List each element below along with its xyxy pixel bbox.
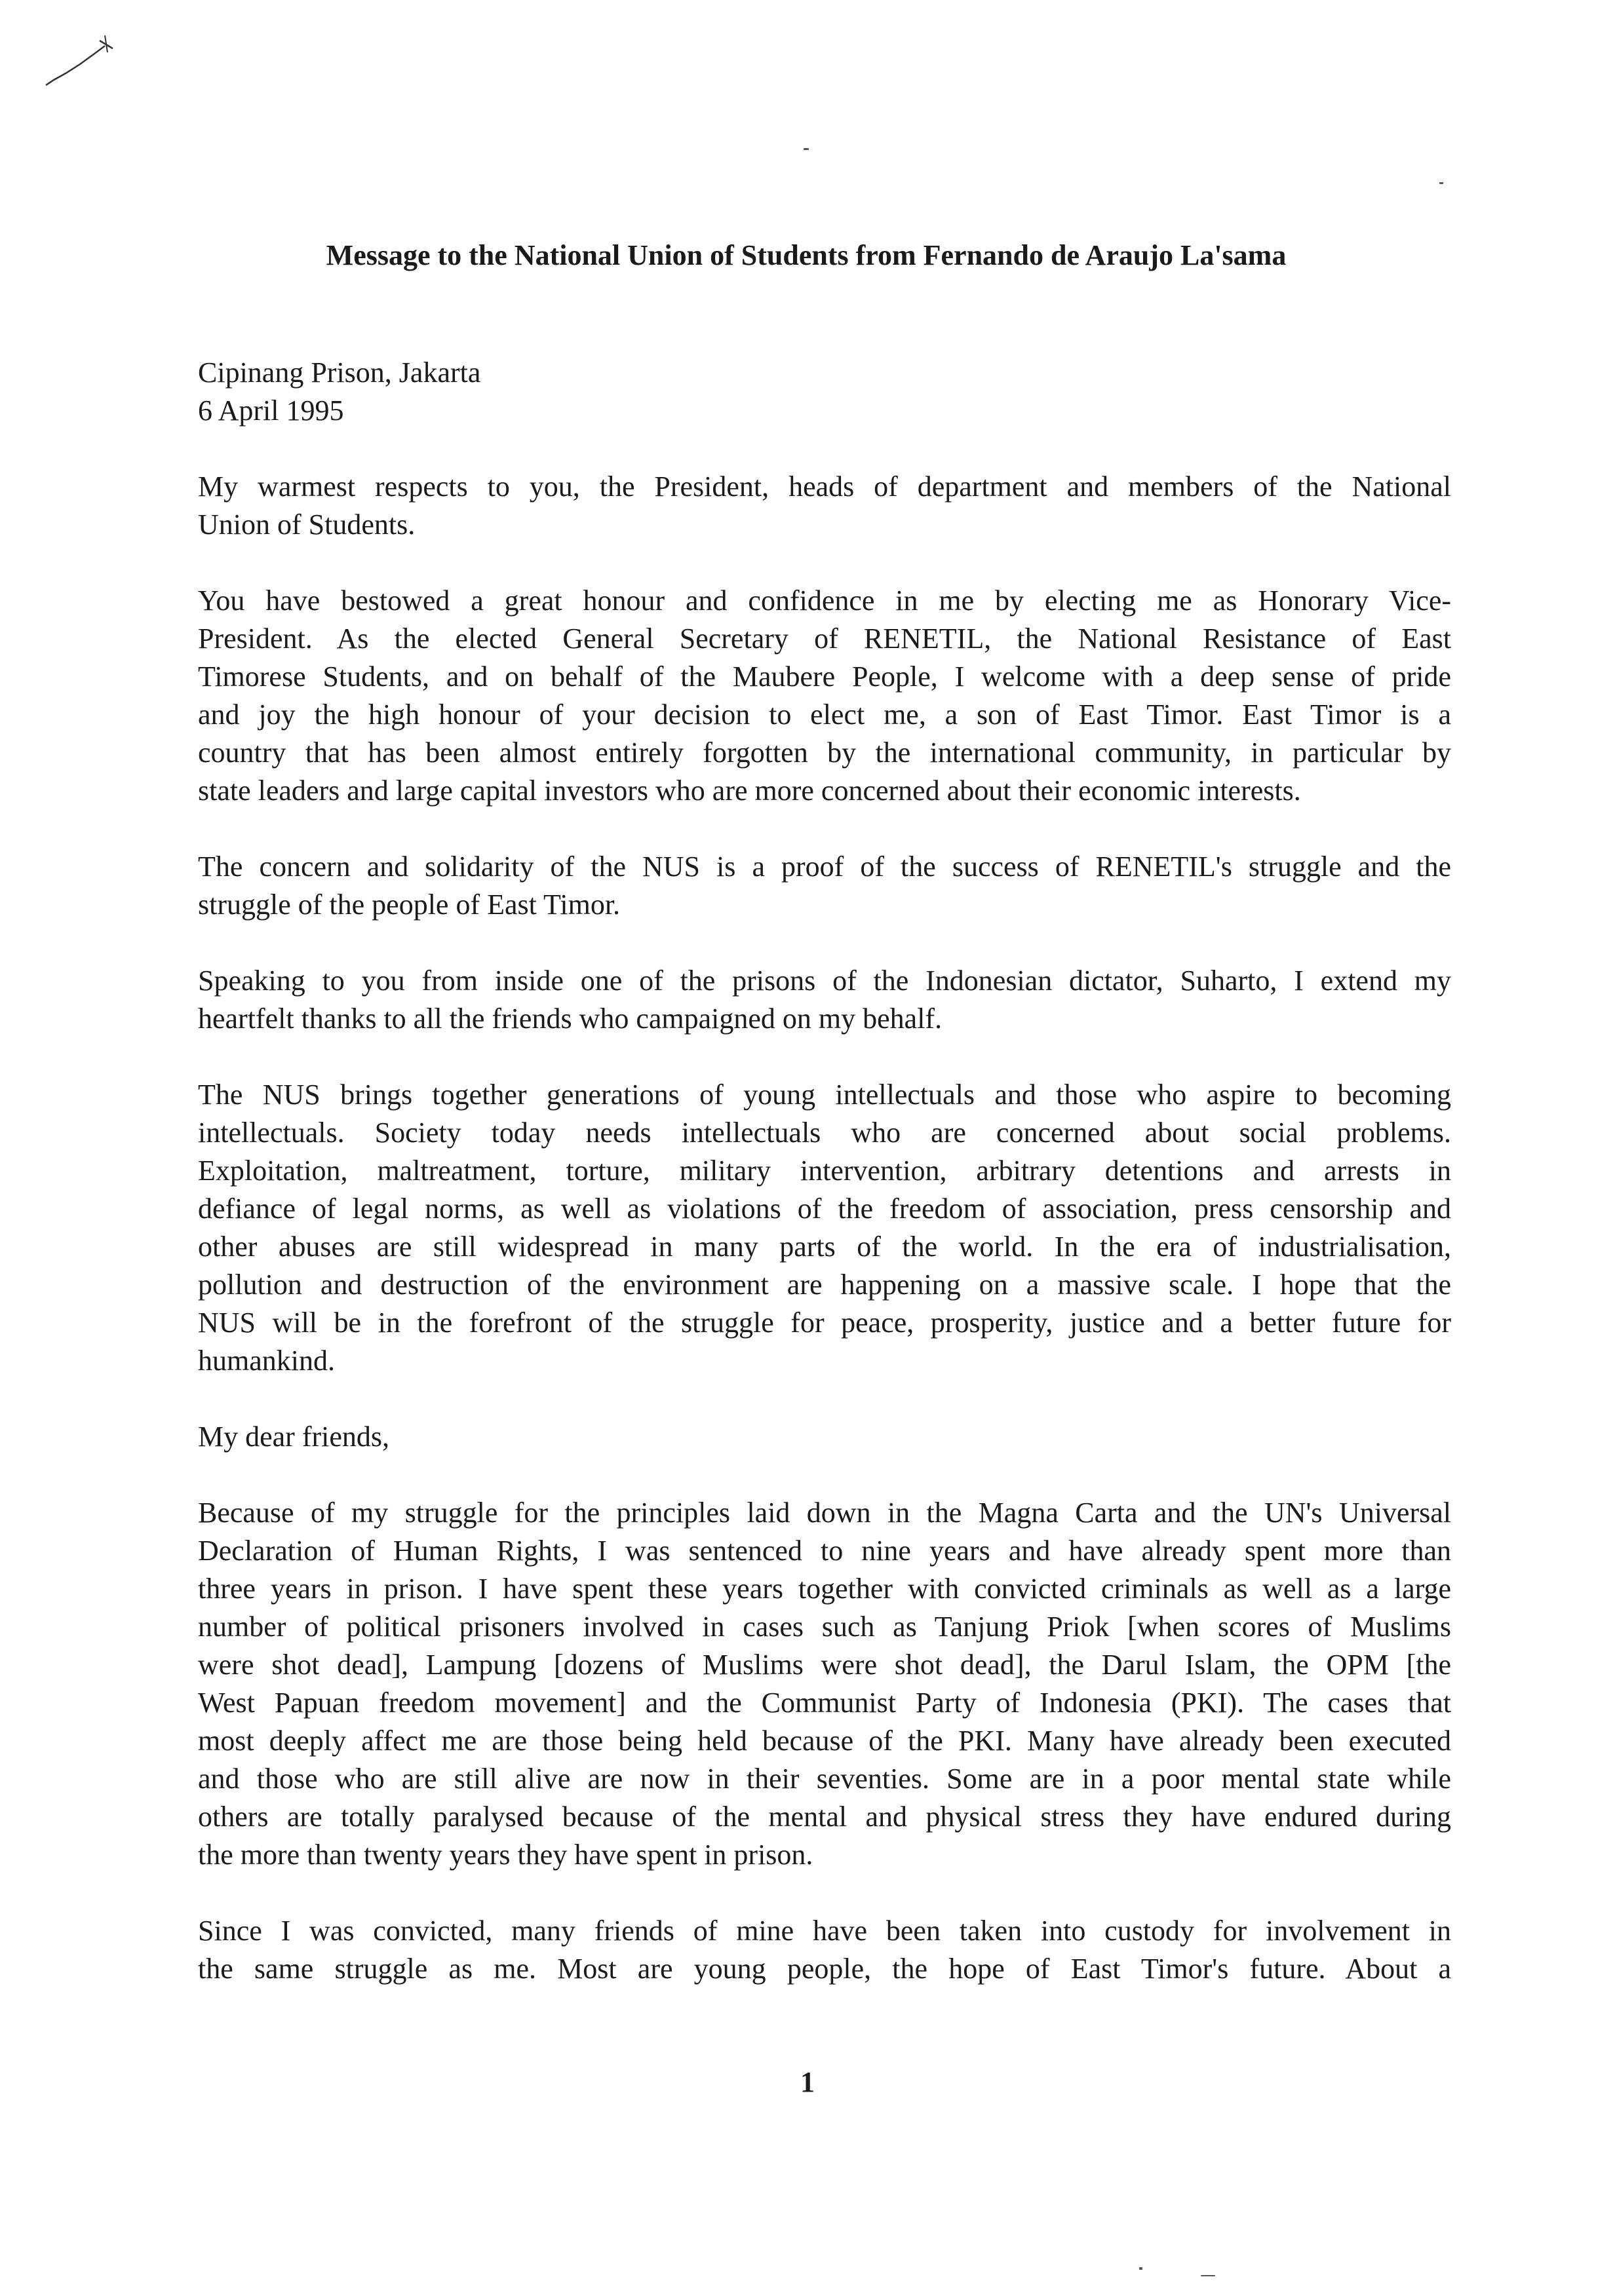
scan-speck bbox=[1439, 182, 1443, 184]
text-line: pollution and destruction of the environment are happening on a massive scale. I hope that the bbox=[198, 1269, 1451, 1301]
paragraph-honour bbox=[198, 582, 1451, 810]
text-line: Speaking to you from inside one of the prisons of the Indonesian dictator, Suharto, I extend my bbox=[198, 965, 1451, 997]
text-line: Timorese Students, and on behalf of the Maubere People, I welcome with a deep sense of pride bbox=[198, 660, 1451, 693]
text-line: struggle of the people of East Timor. bbox=[198, 889, 621, 921]
pen-stroke-mark bbox=[39, 26, 118, 92]
scan-speck bbox=[1139, 2267, 1142, 2270]
document-body bbox=[198, 354, 1451, 2026]
text-line: number of political prisoners involved in cases such as Tanjung Priok [when scores of Muslims bbox=[198, 1611, 1451, 1643]
paragraph-thanks bbox=[198, 962, 1451, 1038]
paragraph-greeting bbox=[198, 468, 1451, 544]
text-line: My dear friends, bbox=[198, 1421, 390, 1453]
text-line: were shot dead], Lampung [dozens of Muslims were shot dead], the Darul Islam, the OPM [the bbox=[198, 1649, 1451, 1681]
paragraph-custody bbox=[198, 1912, 1451, 1988]
text-line: intellectuals. Society today needs intellectuals who are concerned about social problems. bbox=[198, 1117, 1451, 1149]
document-title: Message to the National Union of Students from Fernando de Araujo La'sama bbox=[326, 239, 1287, 271]
text-line: state leaders and large capital investors who are more concerned about their economic interests. bbox=[198, 775, 1301, 807]
text-line: and joy the high honour of your decision to elect me, a son of East Timor. East Timor is a bbox=[198, 698, 1451, 731]
paragraph-intellectuals bbox=[198, 1076, 1451, 1380]
text-line: NUS will be in the forefront of the struggle for peace, prosperity, justice and a better future for bbox=[198, 1307, 1451, 1339]
text-line: Declaration of Human Rights, I was sentenced to nine years and have already spent more than bbox=[198, 1535, 1451, 1567]
text-line: others are totally paralysed because of the mental and physical stress they have endured during bbox=[198, 1801, 1451, 1833]
paragraph-prison bbox=[198, 1494, 1451, 1874]
text-line: most deeply affect me are those being held because of the PKI. Many have already been executed bbox=[198, 1725, 1451, 1757]
text-line: humankind. bbox=[198, 1345, 335, 1377]
page-number: 1 bbox=[800, 2066, 815, 2098]
paragraph-solidarity bbox=[198, 848, 1451, 924]
location-line: Cipinang Prison, Jakarta bbox=[198, 356, 481, 389]
text-line: three years in prison. I have spent these years together with convicted criminals as well as a large bbox=[198, 1573, 1451, 1605]
text-line: other abuses are still widespread in many parts of the world. In the era of industrialisation, bbox=[198, 1231, 1451, 1263]
text-line: West Papuan freedom movement] and the Communist Party of Indonesia (PKI). The cases that bbox=[198, 1687, 1451, 1719]
text-line: The concern and solidarity of the NUS is a proof of the success of RENETIL's struggle and the bbox=[198, 851, 1451, 883]
text-line: defiance of legal norms, as well as violations of the freedom of association, press censorship and bbox=[198, 1193, 1451, 1225]
text-line: The NUS brings together generations of young intellectuals and those who aspire to becoming bbox=[198, 1079, 1451, 1111]
text-line: heartfelt thanks to all the friends who campaigned on my behalf. bbox=[198, 1003, 943, 1035]
text-line: You have bestowed a great honour and confidence in me by electing me as Honorary Vice- bbox=[198, 584, 1451, 617]
text-line: the same struggle as me. Most are young people, the hope of East Timor's future. About a bbox=[198, 1953, 1451, 1985]
text-line: Because of my struggle for the principles laid down in the Magna Carta and the UN's Universal bbox=[198, 1497, 1451, 1529]
text-line: Exploitation, maltreatment, torture, military intervention, arbitrary detentions and arrests in bbox=[198, 1155, 1451, 1187]
scan-speck bbox=[1201, 2275, 1215, 2276]
text-line: the more than twenty years they have spent in prison. bbox=[198, 1839, 813, 1871]
text-line: Since I was convicted, many friends of mine have been taken into custody for involvement in bbox=[198, 1915, 1451, 1947]
paragraph-salutation bbox=[198, 1418, 1451, 1456]
scan-speck bbox=[804, 148, 809, 150]
text-line: My warmest respects to you, the President, heads of department and members of the National bbox=[198, 470, 1451, 503]
text-line: President. As the elected General Secretary of RENETIL, the National Resistance of East bbox=[198, 622, 1451, 655]
text-line: and those who are still alive are now in their seventies. Some are in a poor mental state while bbox=[198, 1763, 1451, 1795]
text-line: country that has been almost entirely forgotten by the international community, in particular by bbox=[198, 737, 1451, 769]
location-date-block bbox=[198, 354, 1451, 430]
text-line: Union of Students. bbox=[198, 508, 416, 541]
date-line: 6 April 1995 bbox=[198, 394, 344, 427]
